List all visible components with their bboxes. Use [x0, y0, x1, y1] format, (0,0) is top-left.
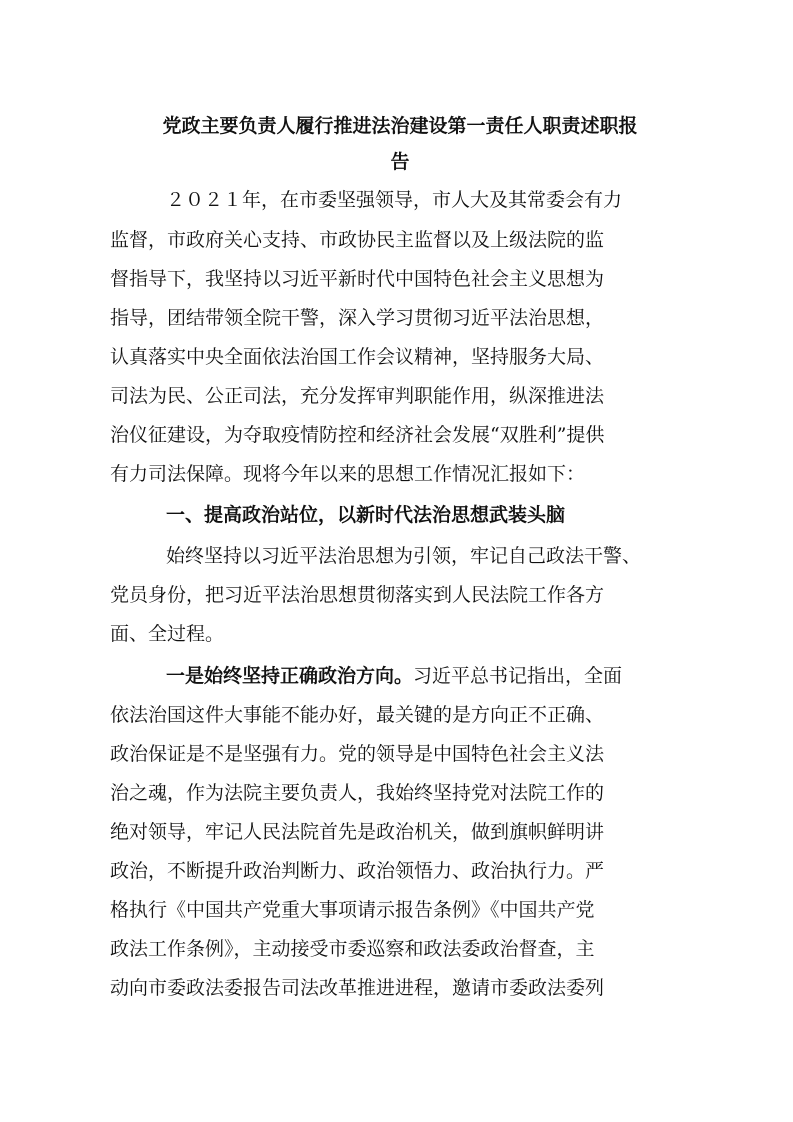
point-1-line: 治之魂，作为法院主要负责人，我始终坚持党对法院工作的 — [110, 782, 605, 804]
point-1-line: 动向市委政法委报告司法改革推进进程，邀请市委政法委列 — [110, 977, 605, 999]
section-1-heading: 一、提高政治站位，以新时代法治思想武装头脑 — [166, 504, 566, 526]
intro-line: 有力司法保障。现将今年以来的思想工作情况汇报如下： — [110, 463, 586, 485]
document-title-line-2: 告 — [390, 151, 410, 173]
intro-line: 督指导下，我坚持以习近平新时代中国特色社会主义思想为 — [110, 268, 605, 290]
point-1-line: 政治，不断提升政治判断力、政治领悟力、政治执行力。严 — [110, 860, 605, 882]
point-1-line: 政法工作条例》，主动接受市委巡察和政法委政治督查，主 — [110, 938, 595, 960]
intro-line: 司法为民、公正司法，充分发挥审判职能作用，纵深推进法 — [110, 385, 605, 407]
point-1-line: 格执行《中国共产党重大事项请示报告条例》《中国共产党 — [110, 899, 595, 921]
point-1-line: 政治保证是不是坚强有力。党的领导是中国特色社会主义法 — [110, 743, 605, 765]
point-1-lead-rest: 习近平总书记指出，全面 — [413, 665, 623, 687]
section-1-paragraph-line: 始终坚持以习近平法治思想为引领，牢记自己政法干警、 — [166, 545, 642, 567]
point-1-first-line — [166, 664, 622, 688]
section-1-paragraph-line: 面、全过程。 — [110, 623, 225, 645]
intro-line: 监督，市政府关心支持、市政协民主监督以及上级法院的监 — [110, 229, 605, 251]
point-1-line: 依法治国这件大事能不能办好，最关键的是方向正不正确、 — [110, 704, 605, 726]
intro-line: 治仪征建设，为夺取疫情防控和经济社会发展“双胜利”提供 — [110, 424, 605, 446]
intro-line: ２０２１年，在市委坚强领导，市人大及其常委会有力 — [166, 189, 623, 211]
point-1-line: 绝对领导，牢记人民法院首先是政治机关，做到旗帜鲜明讲 — [110, 821, 605, 843]
intro-line: 认真落实中央全面依法治国工作会议精神，坚持服务大局、 — [110, 346, 605, 368]
point-1-lead: 一是始终坚持正确政治方向。 — [166, 665, 414, 687]
section-1-paragraph-line: 党员身份，把习近平法治思想贯彻落实到人民法院工作各方 — [110, 584, 605, 606]
document-title-line-1: 党政主要负责人履行推进法治建设第一责任人职责述职报 — [162, 115, 638, 137]
intro-line: 指导，团结带领全院干警，深入学习贯彻习近平法治思想， — [110, 307, 605, 329]
